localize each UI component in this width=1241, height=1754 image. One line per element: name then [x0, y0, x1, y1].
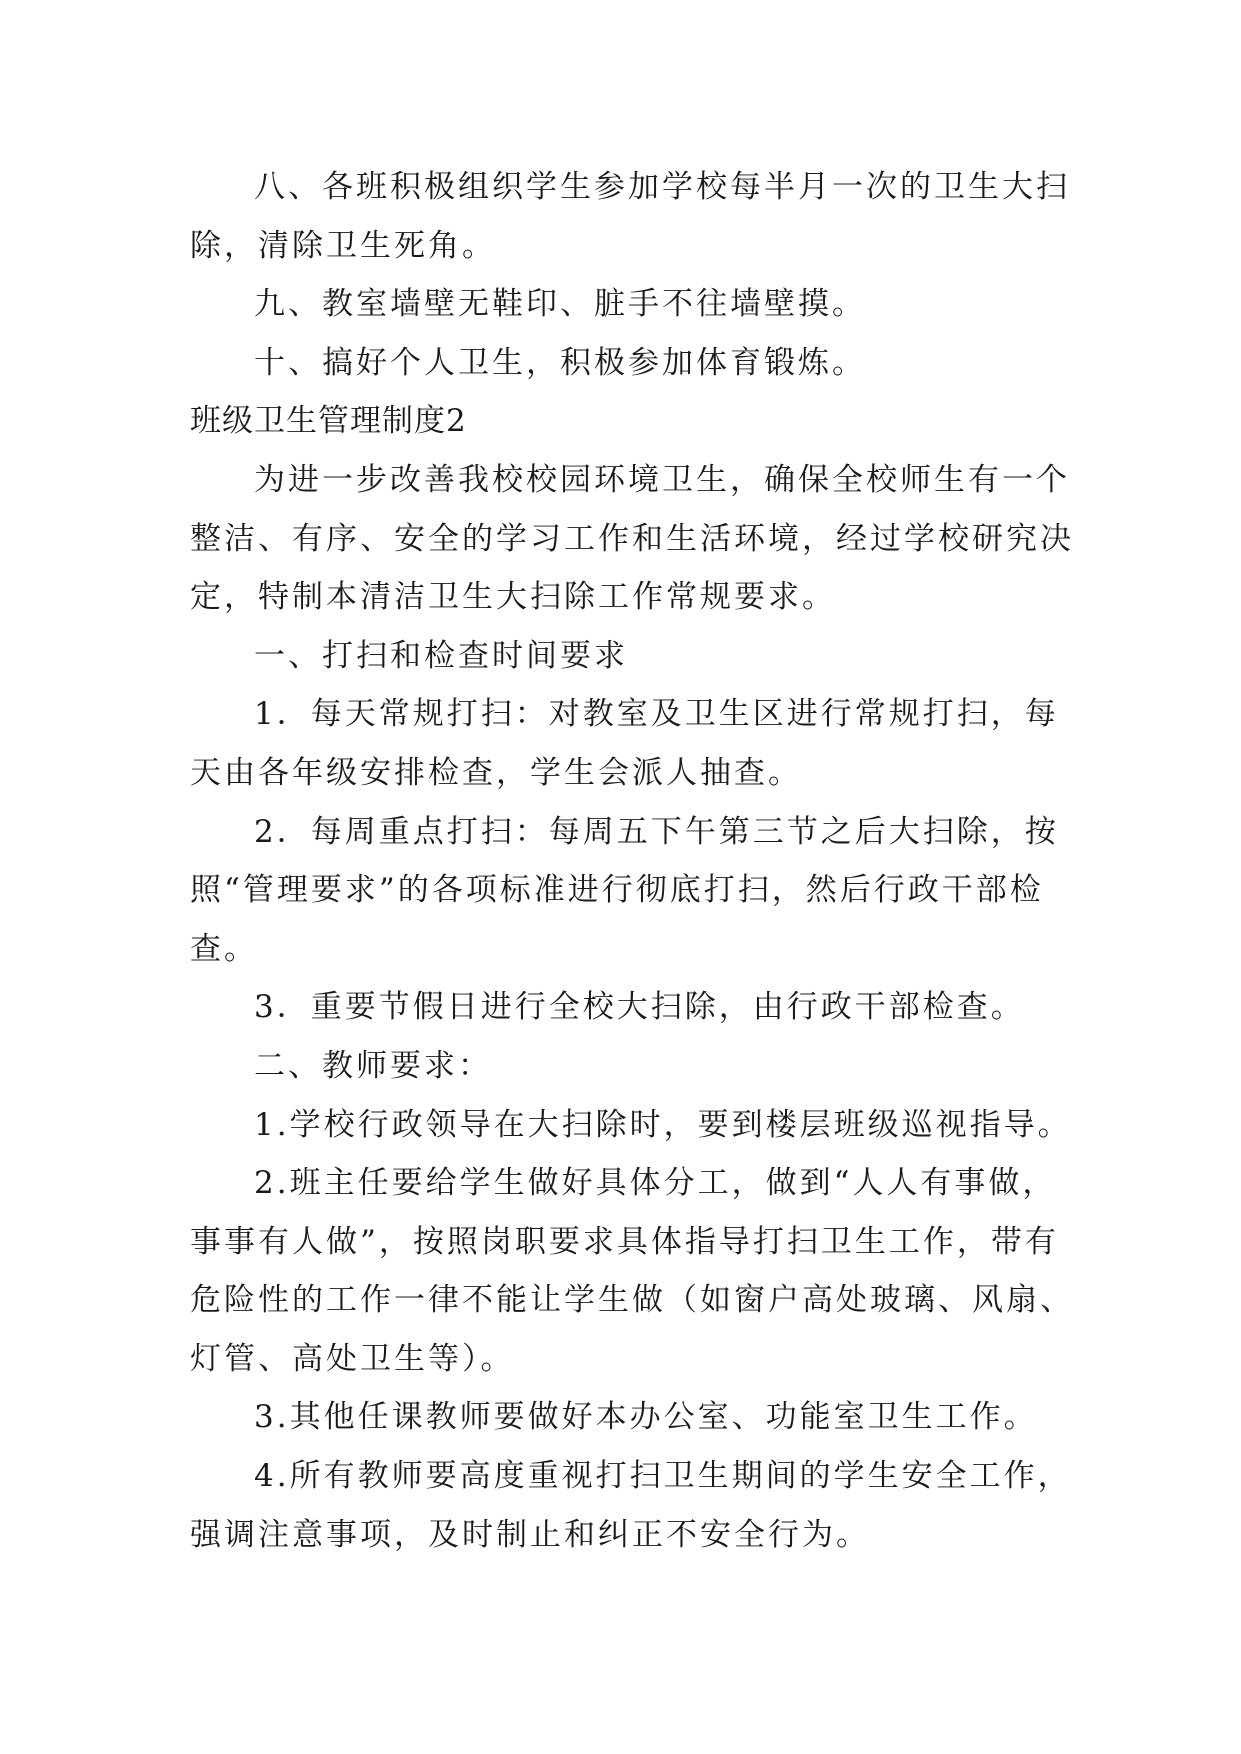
paragraph-line: 查。: [190, 930, 258, 967]
paragraph-line: 为进一步改善我校校园环境卫生，确保全校师生有一个: [254, 461, 1070, 498]
paragraph-line: 2．每周重点打扫：每周五下午第三节之后大扫除，按: [254, 813, 1059, 850]
subsection-heading: 一、打扫和检查时间要求: [254, 637, 628, 674]
subsection-heading: 二、教师要求：: [254, 1047, 492, 1084]
paragraph-line: 照“管理要求”的各项标准进行彻底打扫，然后行政干部检: [190, 872, 1044, 909]
paragraph-line: 八、各班积极组织学生参加学校每半月一次的卫生大扫: [254, 169, 1070, 205]
paragraph-line: 除，清除卫生死角。: [190, 227, 496, 264]
paragraph-line: 事事有人做”，按照岗职要求具体指导打扫卫生工作，带有: [190, 1223, 1059, 1260]
section-heading: 班级卫生管理制度2: [190, 403, 467, 440]
paragraph-line: 灯管、高处卫生等）。: [190, 1340, 515, 1377]
paragraph-line: 3.其他任课教师要做好本办公室、功能室卫生工作。: [254, 1399, 1038, 1436]
paragraph-line: 2.班主任要给学生做好具体分工，做到“人人有事做，: [254, 1165, 1057, 1202]
paragraph-line: 天由各年级安排检查，学生会派人抽查。: [190, 754, 802, 791]
paragraph-line: 十、搞好个人卫生，积极参加体育锻炼。: [254, 344, 866, 381]
paragraph-line: 3．重要节假日进行全校大扫除，由行政干部检查。: [254, 989, 1025, 1026]
document-body: [190, 158, 1074, 1564]
paragraph-line: 1．每天常规打扫：对教室及卫生区进行常规打扫，每: [254, 696, 1059, 733]
paragraph-line: 1.学校行政领导在大扫除时，要到楼层班级巡视指导。: [254, 1106, 1072, 1143]
paragraph-line: 强调注意事项，及时制止和纠正不安全行为。: [190, 1516, 870, 1553]
paragraph-line: 定，特制本清洁卫生大扫除工作常规要求。: [190, 579, 836, 616]
paragraph-line: 4.所有教师要高度重视打扫卫生期间的学生安全工作，: [254, 1458, 1072, 1495]
paragraph-line: 整洁、有序、安全的学习工作和生活环境，经过学校研究决: [190, 520, 1074, 557]
paragraph-line: 危险性的工作一律不能让学生做（如窗户高处玻璃、风扇、: [190, 1282, 1074, 1319]
paragraph-line: 九、教室墙壁无鞋印、脏手不往墙壁摸。: [254, 286, 866, 323]
